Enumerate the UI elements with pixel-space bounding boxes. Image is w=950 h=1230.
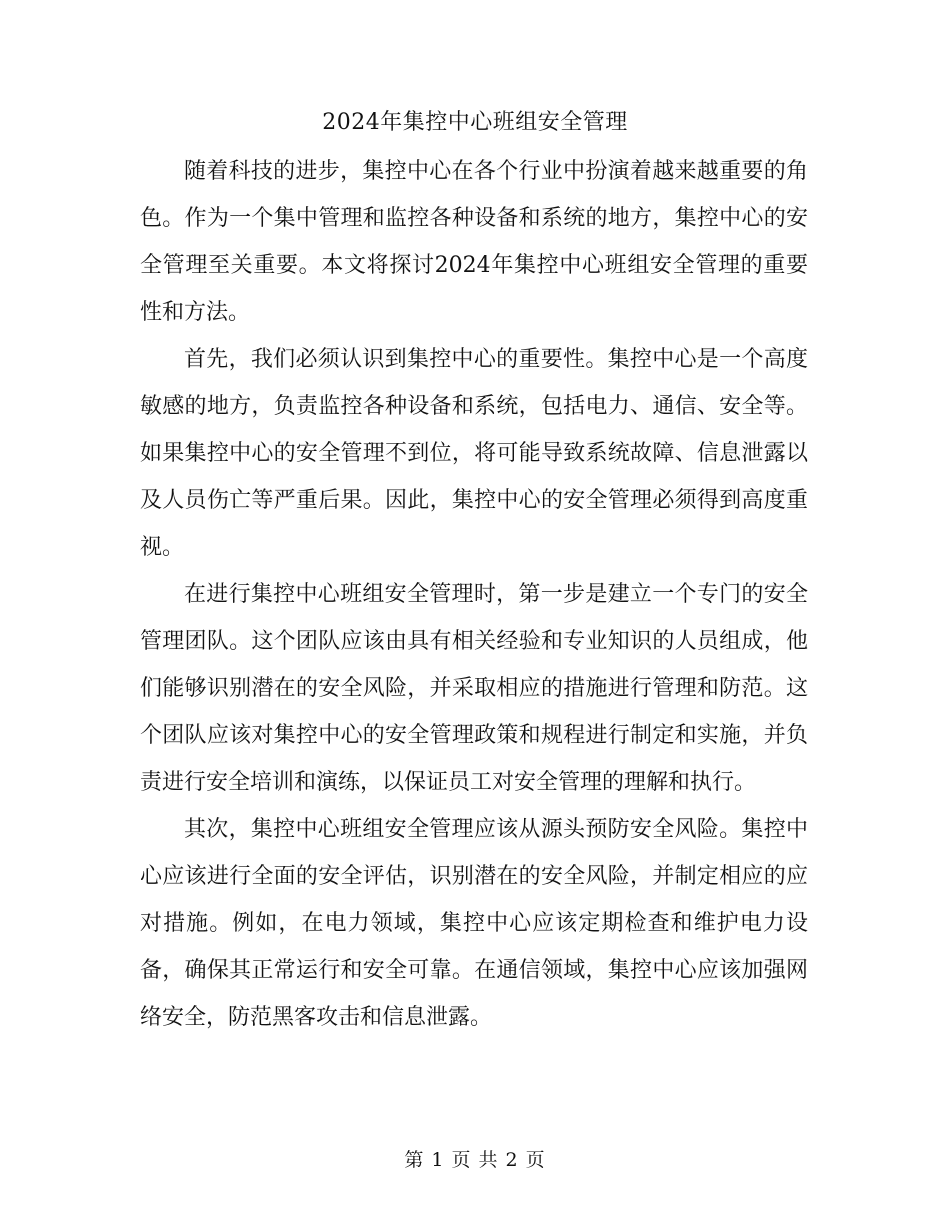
paragraph-2: 首先，我们必须认识到集控中心的重要性。集控中心是一个高度敏感的地方，负责监控各种设备和系统，包括电力、通信、安全等。如果集控中心的安全管理不到位，将可能导致系统故障、信息泄露以及人员伤亡等严重后果。因此，集控中心的安全管理必须得到高度重视。	[140, 347, 808, 560]
document-title: 2024年集控中心班组安全管理	[322, 110, 628, 135]
page-number-footer: 第 1 页 共 2 页	[404, 1149, 546, 1171]
paragraph-4: 其次，集控中心班组安全管理应该从源头预防安全风险。集控中心应该进行全面的安全评估，识别潜在的安全风险，并制定相应的应对措施。例如，在电力领域，集控中心应该定期检查和维护电力设备，确保其正常运行和安全可靠。在通信领域，集控中心应该加强网络安全，防范黑客攻击和信息泄露。	[140, 817, 808, 1030]
paragraph-3: 在进行集控中心班组安全管理时，第一步是建立一个专门的安全管理团队。这个团队应该由具有相关经验和专业知识的人员组成，他们能够识别潜在的安全风险，并采取相应的措施进行管理和防范。这个团队应该对集控中心的安全管理政策和规程进行制定和实施，并负责进行安全培训和演练，以保证员工对安全管理的理解和执行。	[140, 582, 808, 795]
document-body	[140, 148, 808, 1041]
paragraph-1: 随着科技的进步，集控中心在各个行业中扮演着越来越重要的角色。作为一个集中管理和监控各种设备和系统的地方，集控中心的安全管理至关重要。本文将探讨2024年集控中心班组安全管理的重要性和方法。	[140, 159, 808, 325]
